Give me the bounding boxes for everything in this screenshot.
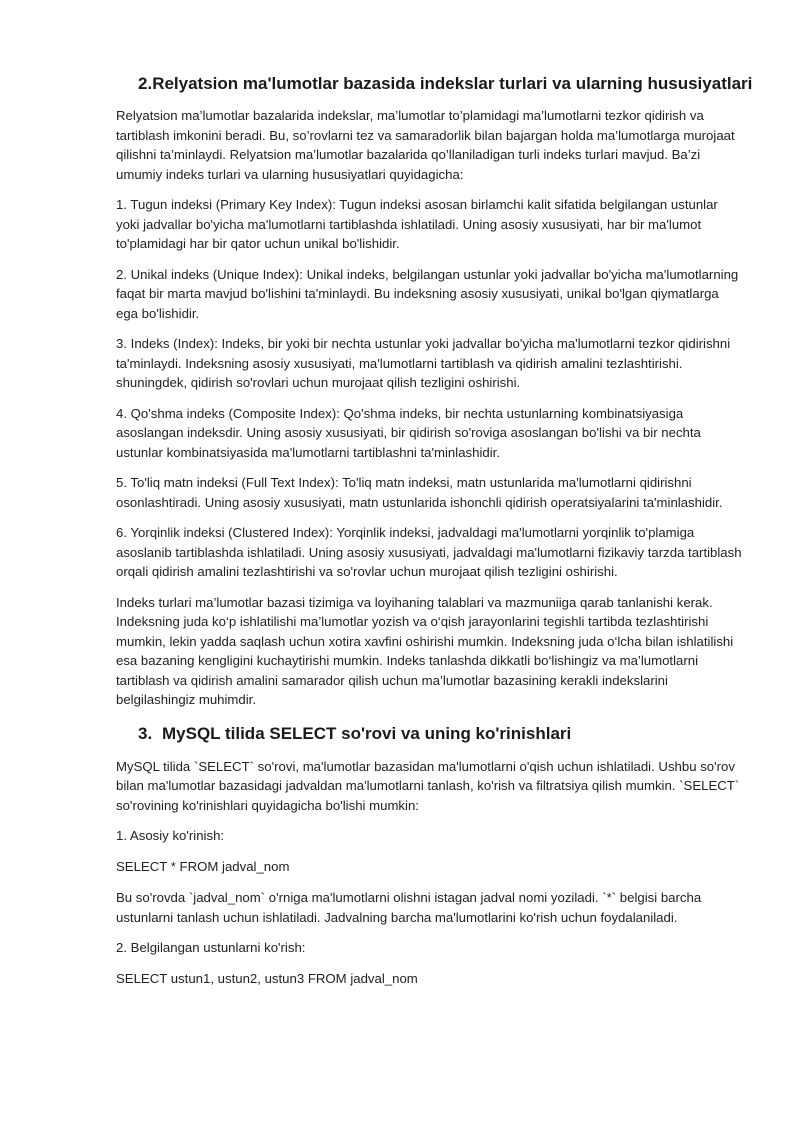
section-title: MySQL tilida SELECT so'rovi va uning ko'rinishlari — [162, 723, 572, 743]
section-number: 2. — [138, 74, 153, 93]
paragraph-select-all-explanation: Bu so'rovda `jadval_nom` o'rniga ma'lumotlarni olishni istagan jadval nomi yoziladi. `*` belgisi barcha ustunlarni tanlash uchun ishlatiladi. Jadvalning barcha ma'lumotlarini ko'rish uchun foydalaniladi. — [116, 890, 702, 925]
code-select-all: SELECT * FROM jadval_nom — [116, 858, 290, 874]
paragraph-columns-view-label: 2. Belgilangan ustunlarni ko'rish: — [116, 940, 306, 955]
paragraph-basic-view-label: 1. Asosiy ko'rinish: — [116, 828, 225, 843]
paragraph-intro: Relyatsion ma’lumotlar bazalarida indekslar, ma’lumotlar to’plamidagi ma’lumotlarni tezkor qidirish va tartiblash imkonini beradi. Bu, so’rovlarni tez va samaradorlik bilan bajargan holda ma’lumotlarga murojaat qilishni ta’minlaydi. Relyatsion ma’lumotlar bazalarida qo’llaniladigan turli indeks turlari mavjud. Ba’zi umumiy indeks turlari va ularning hususiyatlari quyidagicha: — [116, 108, 735, 182]
paragraph-select-intro: MySQL tilida `SELECT` so'rovi, ma'lumotlar bazasidan ma'lumotlarni o'qish uchun ishlatiladi. Ushbu so'rov bilan ma'lumotlar bazasidagi jadvaldan ma'lumotlarni tanlash, ko'rish va filtratsiya qilish mumkin. `SELECT` so'rovining ko'rinishlari quyidagicha bo'lishi mumkin: — [116, 758, 740, 813]
section-title: Relyatsion ma'lumotlar bazasida indekslar turlari va ularning hususiyatlari — [152, 74, 753, 93]
paragraph-clustered-index: 6. Yorqinlik indeksi (Clustered Index): Yorqinlik indeksi, jadvaldagi ma'lumotlarni yorqinlik to'plamiga asoslanib tartiblashda ishlatiladi. Uning asosiy xususiyati, jadvaldagi ma'lumotlarni fizikaviy tarzda tartiblash orqali qidirish amalini tezlashtirishi va so'rovlar uchun murojaat qilish tezligini oshirishi. — [116, 525, 742, 579]
code-select-columns: SELECT ustun1, ustun2, ustun3 FROM jadval_nom — [116, 970, 418, 986]
paragraph-composite-index: 4. Qo'shma indeks (Composite Index): Qo'shma indeks, bir nechta ustunlarning kombinatsiyasiga asoslangan indeksdir. Uning asosiy xususiyati, bir qidirish so'roviga asoslangan bo'lishi va bir nechta ustunlar kombinatsiyasida ma'lumotlarni tartiblashni ta'minlashidir. — [116, 405, 701, 460]
paragraph-full-text-index: 5. To'liq matn indeksi (Full Text Index): To'liq matn indeksi, matn ustunlarida ma'lumotlarni qidirishni osonlashtiradi. Uning asosiy xususiyati, matn ustunlarida ishonchli qidirish operatsiyalarini ta'minlashidir. — [116, 475, 723, 510]
paragraph-index-conclusion: Indeks turlari ma’lumotlar bazasi tizimiga va loyihaning talablari va mazmuniiga qarab tanlanishi kerak. Indeksning juda ko‘p ishlatilishi ma’lumotlar yozish va o‘qish jarayonlarini tegishli tartibda tezlashtirishi mumkin, lekin yadda saqlash uchun xotira xavfini oshirishi mumkin. Indeksning juda o‘lcha bilan ishlatilishi esa bazaning kengligini kuchaytirishi mumkin. Indeks tanlashda dikkatli bo‘lishingiz va ma’lumotlarni tartiblash va qidirish amalini samarador qilish uchun ma’lumotlar bazasining kerakli indekslarini belgilashingiz muhimdir. — [116, 594, 734, 707]
section-heading-indexes — [116, 74, 753, 94]
section-heading-select — [116, 724, 742, 744]
paragraph-index: 3. Indeks (Index): Indeks, bir yoki bir nechta ustunlar yoki jadvallar bo'yicha ma'lumotlarni tezkor qidirishni ta'minlaydi. Indeksning asosiy xususiyati, ma'lumotlarni tartiblash va qidirish amalini tezlashtirishi. shuningdek, qidirish so'rovlari uchun murojaat qilish tezligini oshirishi. — [116, 336, 731, 390]
paragraph-primary-key-index: 1. Tugun indeksi (Primary Key Index): Tugun indeksi asosan birlamchi kalit sifatida belgilangan ustunlar yoki jadvallar bo'yicha ma'lumotlarni tartiblashda ishlatiladi. Uning asosiy xususiyati, har bir ma'lumot to'plamidagi har bir qator uchun unikal bo'lishidir. — [116, 197, 718, 251]
section-number: 3. — [138, 723, 153, 743]
paragraph-unique-index: 2. Unikal indeks (Unique Index): Unikal indeks, belgilangan ustunlar yoki jadvallar bo'yicha ma'lumotlarning faqat bir marta mavjud bo'lishini ta'minlaydi. Bu indeksning asosiy xususiyati, unikal bo'lgan qiymatlarga ega bo'lishidir. — [116, 266, 739, 321]
